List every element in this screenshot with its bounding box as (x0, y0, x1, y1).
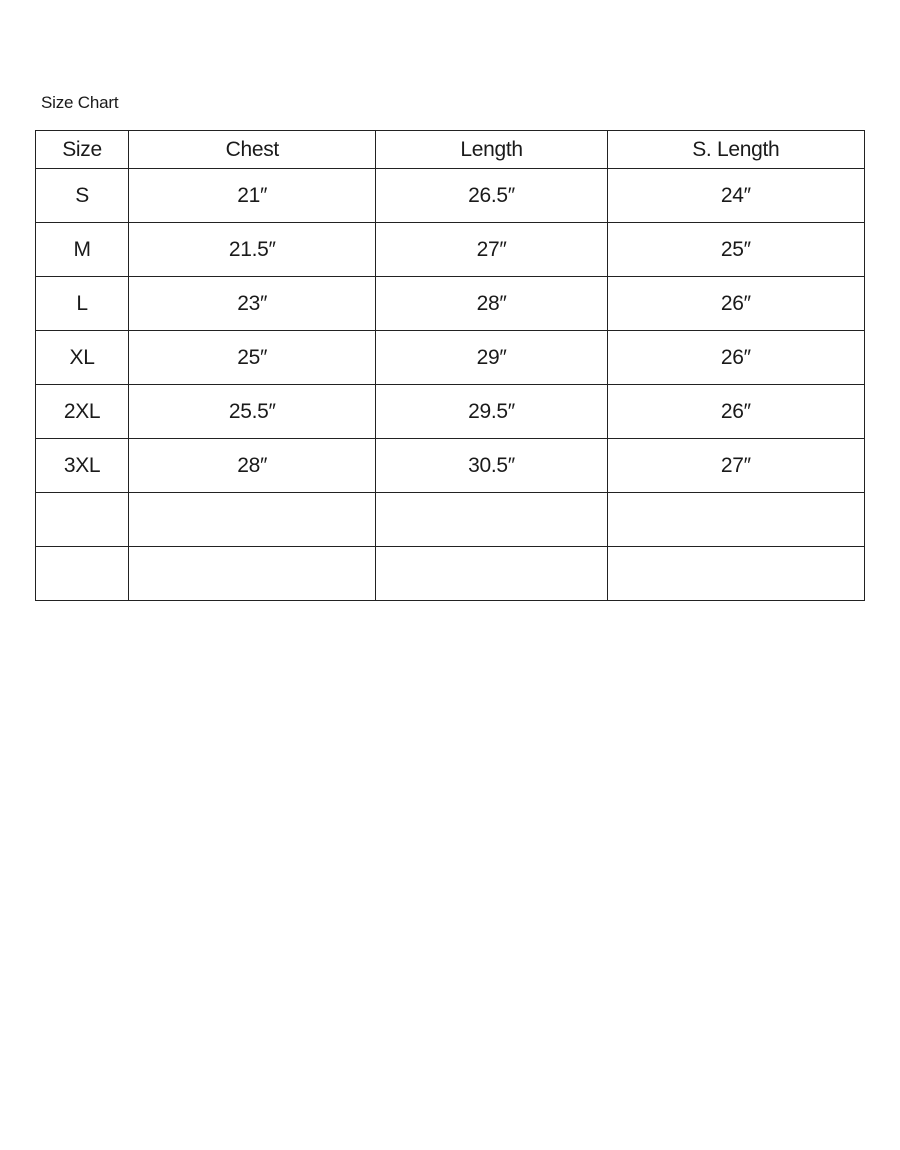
header-length: Length (376, 131, 607, 169)
cell-chest: 28″ (129, 439, 376, 493)
cell-s-length: 26″ (607, 331, 864, 385)
cell-size (36, 547, 129, 601)
cell-length: 27″ (376, 223, 607, 277)
cell-s-length: 27″ (607, 439, 864, 493)
cell-length: 29.5″ (376, 385, 607, 439)
cell-s-length: 26″ (607, 277, 864, 331)
cell-size: 3XL (36, 439, 129, 493)
cell-chest (129, 493, 376, 547)
cell-s-length: 26″ (607, 385, 864, 439)
cell-length: 28″ (376, 277, 607, 331)
table-row-empty (36, 493, 865, 547)
table-row (36, 385, 865, 439)
cell-size: XL (36, 331, 129, 385)
cell-chest: 23″ (129, 277, 376, 331)
cell-size (36, 493, 129, 547)
size-chart-table (35, 130, 865, 601)
header-size: Size (36, 131, 129, 169)
cell-s-length (607, 547, 864, 601)
document-title: Size Chart (41, 93, 119, 112)
table-row (36, 277, 865, 331)
cell-size: S (36, 169, 129, 223)
cell-length (376, 547, 607, 601)
table-row (36, 169, 865, 223)
table-header-row (36, 131, 865, 169)
cell-s-length: 24″ (607, 169, 864, 223)
header-chest: Chest (129, 131, 376, 169)
cell-length (376, 493, 607, 547)
cell-size: M (36, 223, 129, 277)
header-s-length: S. Length (607, 131, 864, 169)
cell-chest: 21″ (129, 169, 376, 223)
cell-size: L (36, 277, 129, 331)
table-row (36, 331, 865, 385)
cell-s-length (607, 493, 864, 547)
table-row-empty (36, 547, 865, 601)
cell-chest (129, 547, 376, 601)
cell-length: 26.5″ (376, 169, 607, 223)
cell-chest: 25″ (129, 331, 376, 385)
table-row (36, 223, 865, 277)
cell-chest: 25.5″ (129, 385, 376, 439)
cell-length: 29″ (376, 331, 607, 385)
cell-length: 30.5″ (376, 439, 607, 493)
cell-s-length: 25″ (607, 223, 864, 277)
table-row (36, 439, 865, 493)
cell-size: 2XL (36, 385, 129, 439)
cell-chest: 21.5″ (129, 223, 376, 277)
